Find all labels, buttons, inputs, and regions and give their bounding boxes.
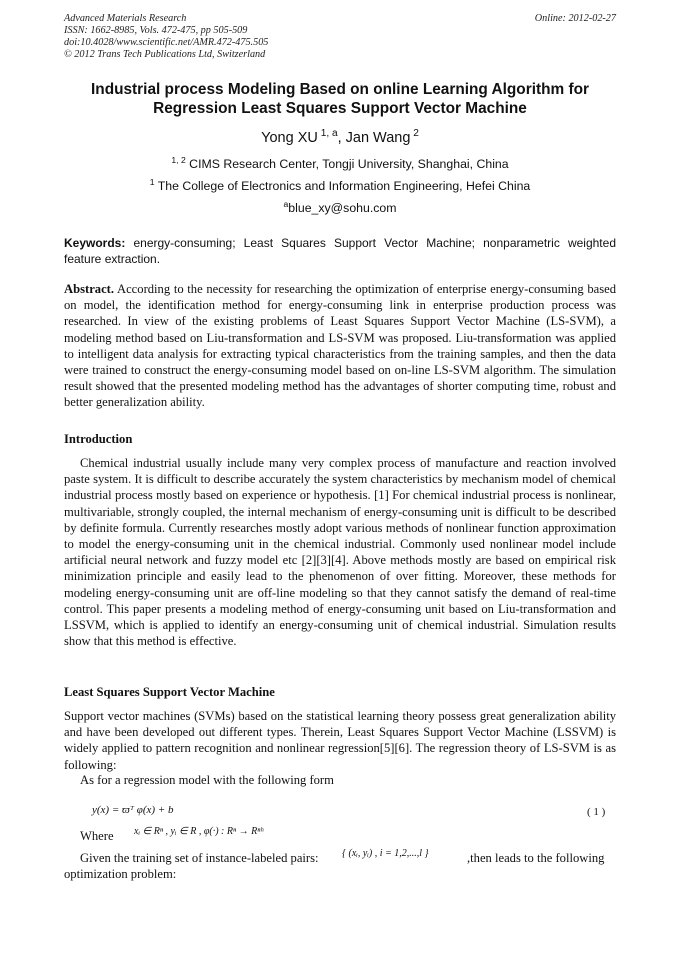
introduction-heading: Introduction	[64, 432, 133, 446]
author-2-name: , Jan Wang	[337, 130, 411, 146]
given-end: optimization problem:	[64, 867, 177, 881]
where-label: Where	[80, 829, 114, 843]
affiliation-1-text: CIMS Research Center, Tongji University, Shanghai, China	[185, 157, 509, 171]
title-line-1: Industrial process Modeling Based on online Learning Algorithm for	[91, 81, 589, 98]
introduction-paragraph: Chemical industrial usually include many very complex process of manufacture and reaction involved paste system. It is difficult to describe accurately the system characteristics by mechanism model of chemical industrial process mostly based on experience or hypothesis. [1] For chemical industrial process is nonlinear, multivariable, strongly coupled, the internal mechanism of energy-consuming unit is difficult to be described by definite formula. Currently researches mostly adopt various methods of nonlinear function approximation to model the energy-consuming unit in the chemical industrial. Commonly used nonlinear model include artificial neural network and fuzzy model etc [2][3][4]. Above methods mostly are based on empirical risk minimization principle and easily lead to the phenomenon of over fitting. Moreover, these methods for modeling energy-consuming unit are off-line modeling so that they cannot satisfy the demand of real-time control. This paper presents a modeling method of energy-consuming unit based on Liu-transformation and LSSVM, which is applied to identify an energy-consuming unit of chemical industrial. Simulation results show that this method is effective.	[64, 456, 616, 649]
issn-line: ISSN: 1662-8985, Vols. 472-475, pp 505-509	[64, 25, 248, 36]
affiliation-2-sup: 1	[149, 176, 155, 187]
equation-1: y(x) = ϖᵀ φ(x) + b	[92, 804, 174, 816]
author-line	[64, 129, 616, 147]
email-sup: a	[283, 198, 289, 209]
keywords-label: Keywords:	[64, 236, 126, 250]
training-set: { (xᵢ, yᵢ) , i = 1,2,...,l }	[342, 848, 429, 859]
author-email	[64, 200, 616, 216]
affiliation-2-text: The College of Electronics and Information Engineering, Hefei China	[154, 179, 531, 193]
doi-line: doi:10.4028/www.scientific.net/AMR.472-475.505	[64, 37, 269, 48]
journal-header	[64, 13, 616, 61]
lssvm-heading: Least Squares Support Vector Machine	[64, 685, 275, 699]
paper-title	[64, 80, 616, 118]
abstract-label: Abstract.	[64, 282, 115, 296]
given-tail: ,then leads to the following	[467, 851, 605, 865]
affiliation-1	[64, 156, 616, 172]
author-2-sup: 2	[410, 128, 419, 140]
copyright-line: © 2012 Trans Tech Publications Ltd, Switzerland	[64, 49, 266, 60]
author-1-name: Yong XU	[261, 130, 318, 146]
journal-name: Advanced Materials Research	[64, 13, 187, 24]
where-definitions: xᵢ ∈ Rⁿ , yᵢ ∈ R , φ(·) : Rⁿ → Rⁿʰ	[134, 826, 264, 837]
online-date: Online: 2012-02-27	[534, 13, 616, 24]
affiliation-1-sup: 1, 2	[171, 154, 186, 165]
keywords-text: energy-consuming; Least Squares Support Vector Machine; nonparametric weighted feature extraction.	[64, 236, 616, 266]
keywords	[64, 235, 616, 267]
lssvm-paragraph-1: Support vector machines (SVMs) based on the statistical learning theory possess great generalization ability and have been developed out different types. Therein, Least Squares Support Vector Machine (LSSVM) is widely applied to pattern recognition and nonlinear regression[5][6]. The regression theory of LS-SVM is as following:	[64, 709, 616, 772]
abstract-text: According to the necessity for researching the optimization of enterprise energy-consuming based on model, the identification method for energy-consuming link in enterprise production process was researched. In view of the existing problems of Least Squares Support Vector Machine (LS-SVM), a modeling method based on Liu-transformation and LS-SVM was proposed. Liu-transformation was applied to intelligent data analysis for extracting typical characteristics from the training samples, and then the data were trained to construct the energy-consuming model based on on-line LS-SVM algorithm. The simulation result showed that the presented modeling method has the advantages of shorter computing time, robust and better generalization ability.	[64, 282, 616, 410]
email-text: blue_xy@sohu.com	[288, 201, 397, 215]
abstract	[64, 281, 616, 411]
equation-1-number: ( 1 )	[587, 806, 606, 818]
affiliation-2	[64, 178, 616, 194]
title-line-2: Regression Least Squares Support Vector Machine	[153, 100, 527, 117]
lssvm-paragraph-2: As for a regression model with the following form	[80, 773, 334, 787]
author-1-sup: 1, a	[317, 128, 338, 140]
given-lead: Given the training set of instance-labeled pairs:	[80, 851, 319, 865]
